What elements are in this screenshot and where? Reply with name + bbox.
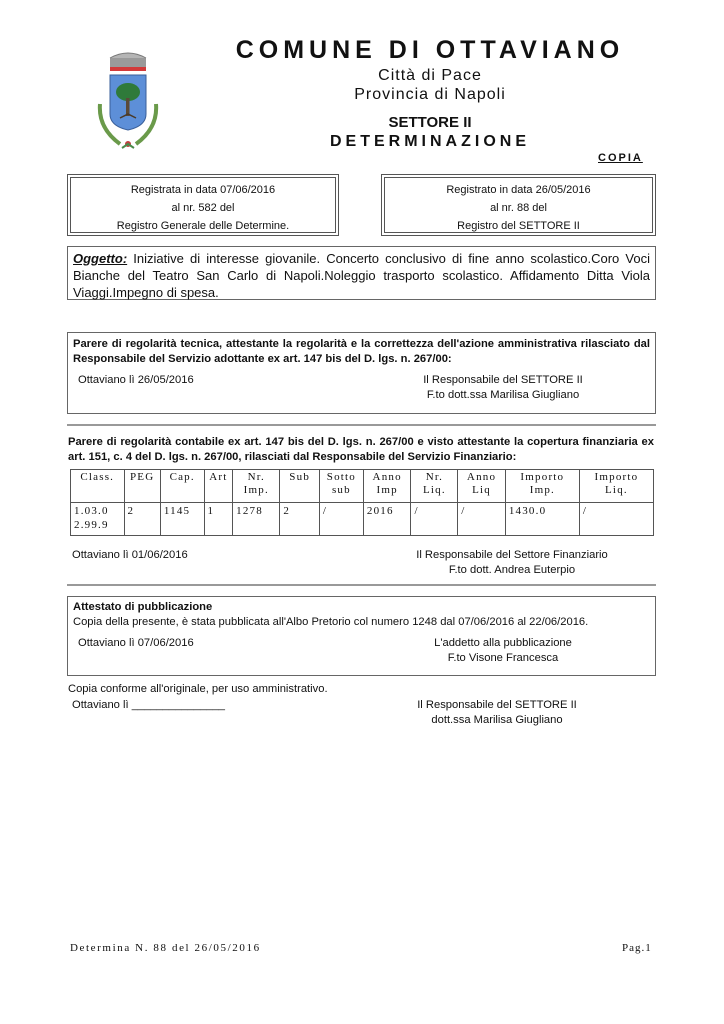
sector-registry-box [381,174,656,236]
general-registry-date: Registrata in data 07/06/2016 [130,184,276,196]
publication-text: Copia della presente, è stata pubblicata all'Albo Pretorio col numero 1248 dal 07/06/2016 al 22/06/2016. [73,616,589,628]
table-header-cell [160,470,204,503]
table-cell: 1145 [160,503,204,536]
table-header-cell [71,470,125,503]
table-header-text: Anno [372,471,402,483]
municipality-title: COMUNE DI OTTAVIANO [235,36,625,64]
document-type: DETERMINAZIONE [330,133,530,150]
table-header-cell [280,470,320,503]
accounting-signer-role: Il Responsabile del Settore Finanziario [416,549,608,561]
subject-text: Iniziative di interesse giovanile. Concerto conclusivo di fine anno scolastico.Coro Voci Bianche del Teatro San Carlo di Napoli.Noleggio trasporto scolastico. Affidamento Ditta Viola Viaggi.Impegno di spesa. [73,251,650,300]
table-header-cell [411,470,458,503]
table-cell-text: 2.99.9 [74,519,109,531]
conformity-signer-role: Il Responsabile del SETTORE II [417,699,577,711]
technical-opinion-heading: Parere di regolarità tecnica, attestante la regolarità e la correttezza dell'azione amministrativa rilasciato dal Responsabile del Servizio adottante ex art. 147 bis del D. lgs. n. 267/00: [73,338,650,365]
table-header-text: Importo [594,471,639,483]
subject-label: Oggetto: [73,251,128,266]
table-header-text: Nr. [247,471,265,483]
table-header-cell [319,470,363,503]
table-header-cell [124,470,160,503]
table-header-cell [505,470,579,503]
table-cell: 1278 [233,503,280,536]
conformity-text: Copia conforme all'originale, per uso amministrativo. [68,683,328,695]
publication-box [67,596,656,676]
table-cell: 2016 [363,503,411,536]
divider [67,584,656,586]
table-header-text: Liq. [605,484,628,496]
table-cell: / [579,503,653,536]
table-header-cell [204,470,233,503]
table-header-text: Liq [472,484,491,496]
table-header-text: Importo [520,471,565,483]
table-header-text: Sotto [326,471,357,483]
conformity-place-date: Ottaviano lì _______________ [72,699,226,711]
general-registry-number: al nr. 582 del [171,202,235,214]
table-header-cell [579,470,653,503]
technical-opinion-signer-role: Il Responsabile del SETTORE II [423,374,583,386]
table-header-text: Sub [289,471,311,483]
province-name: Provincia di Napoli [354,86,506,103]
table-header-cell [233,470,280,503]
table-header-text: PEG [129,471,155,483]
general-registry-box [67,174,339,236]
table-header-text: Anno [466,471,497,483]
publication-heading: Attestato di pubblicazione [73,601,213,613]
copy-mark: COPIA [598,152,643,164]
general-registry-name: Registro Generale delle Determine. [116,220,290,232]
table-header-cell [458,470,506,503]
accounting-opinion-heading: Parere di regolarità contabile ex art. 147 bis del D. lgs. n. 267/00 e visto attestante la copertura finanziaria ex art. 151, c. 4 del D. lgs. n. 267/00, rilasciati dal Responsabile del Servizio Finanziario: [68,436,654,463]
accounting-place-date: Ottaviano lì 01/06/2016 [72,549,188,561]
city-motto: Città di Pace [378,67,482,84]
sector-title: SETTORE II [388,114,472,131]
publication-signer-name: F.to Visone Francesca [447,652,559,664]
table-header-text: Nr. [425,471,444,483]
sector-registry-name: Registro del SETTORE II [457,220,580,232]
conformity-signature [67,698,656,732]
table-cell: 1 [204,503,233,536]
table-header-cell [363,470,411,503]
table-cell: / [458,503,506,536]
table-header-text: Imp. [529,484,555,496]
divider [67,424,656,426]
table-header-text: sub [331,484,351,496]
coat-of-arms-icon [90,48,166,154]
technical-opinion-box [67,332,656,414]
table-cell [71,503,125,536]
footer-page-number: Pag.1 [622,942,652,954]
table-cell: / [319,503,363,536]
table-cell-text: 1.03.0 [74,505,109,517]
technical-opinion-signer-name: F.to dott.ssa Marilisa Giugliano [426,389,580,401]
technical-opinion-place-date: Ottaviano lì 26/05/2016 [78,374,194,386]
table-header-text: Imp. [243,484,269,496]
table-header-text: Liq. [422,484,446,496]
publication-signer-role: L'addetto alla pubblicazione [434,637,572,649]
sector-registry-number: al nr. 88 del [490,202,547,214]
accounting-signature [67,548,656,582]
table-header-row [71,470,654,503]
table-cell: 1430.0 [505,503,579,536]
table-header-text: Imp [376,484,398,496]
table-cell: 2 [124,503,160,536]
conformity-signer-name: dott.ssa Marilisa Giugliano [431,714,563,726]
table-cell: 2 [280,503,320,536]
accounting-signer-name: F.to dott. Andrea Euterpio [448,564,576,576]
subject-box [67,246,656,300]
financial-table [70,469,654,536]
publication-place-date: Ottaviano lì 07/06/2016 [78,637,194,649]
table-header-text: Class. [80,471,115,483]
table-cell: / [411,503,458,536]
table-row [71,503,654,536]
sector-registry-date: Registrato in data 26/05/2016 [446,184,591,196]
table-header-text: Cap. [169,471,195,483]
table-header-text: Art [209,471,228,483]
footer-document-reference: Determina N. 88 del 26/05/2016 [70,942,261,954]
